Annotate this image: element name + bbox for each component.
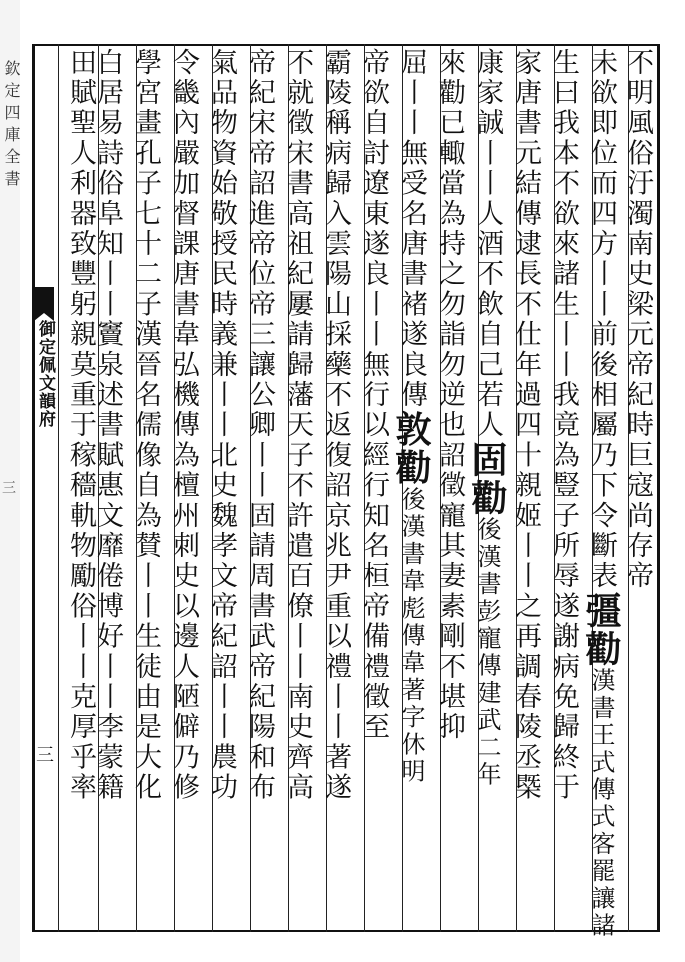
text-column-8: 帝欲自討遼東遂良丨丨無行以經行知名桓帝備禮徵至 (358, 48, 389, 743)
frame-right-border (657, 44, 660, 932)
text-column-2: 未欲即位而四方丨丨前後相屬乃下令斷表彊勸漢書王式傳式客罷讓諸 (580, 48, 622, 940)
fishtail-mark-icon (34, 287, 54, 313)
text-column-11: 帝紀宋帝詔進帝位帝三讓公卿丨丨固請周書武帝紀陽和布 (244, 48, 275, 803)
text-column-6: 來勸已輙當為持之勿詣勿逆也詔徵寵其妻素剛不堪抑 (434, 48, 465, 743)
running-title: 欽定四庫全書 (2, 60, 21, 192)
banner-divider (58, 44, 59, 932)
text-column-7: 屈丨丨無受名唐書褚遂良傳敦勸後漢書韋彪傳韋著字休明 (390, 48, 432, 786)
text-column-5: 康家誠丨丨人酒不飲自己若人固勸後漢書彭寵傳建武二年 (466, 48, 508, 789)
frame-top-border (34, 44, 660, 46)
text-column-13: 令畿內嚴加督課唐書韋弘機傳為檀州刺史以邊人陋僻乃修 (168, 48, 199, 803)
headword: 敦勸 (390, 410, 432, 487)
text-column-16: 田賦聖人利器致豐躬親莫重于稼穡軌物勵俗丨丨克厚乎率 (65, 48, 96, 803)
margin-folio: 三 (0, 480, 16, 494)
frame-bottom-border (34, 930, 660, 932)
text-column-14: 學宮畫孔子七十二子漢晉名儒像自為賛丨丨生徒由是大化 (130, 48, 161, 803)
page-number: 三 (33, 745, 54, 763)
book-title: 御定佩文韻府 (35, 320, 55, 428)
text-column-4: 家唐書元結傳逮長不仕年過四十親姬丨丨之再調春陵丞㮣 (510, 48, 541, 803)
headword: 固勸 (466, 440, 508, 517)
text-column-12: 氣品物資始敬授民時義兼丨丨北史魏孝文帝紀詔丨丨農功 (206, 48, 237, 803)
text-column-3: 生曰我本不欲來諸生丨丨我竟為豎子所辱遂謝病免歸終于 (548, 48, 579, 803)
headword: 彊勸 (580, 591, 622, 668)
text-column-9: 霸陵稱病歸入雲陽山採藥不返復詔京兆尹重以禮丨丨著遂 (320, 48, 351, 803)
text-column-1: 不明風俗汙濁南史梁元帝紀時巨寇尚存帝 (622, 48, 653, 592)
text-column-10: 不就徵宋書高祖紀屢請歸藩天子不許遣百僚丨丨南史齊高 (282, 48, 313, 803)
frame-left-border (32, 44, 35, 932)
text-column-15: 白居易詩俗阜知丨丨竇泉述書賦惠文靡倦博好丨丨李蒙籍 (92, 48, 123, 803)
